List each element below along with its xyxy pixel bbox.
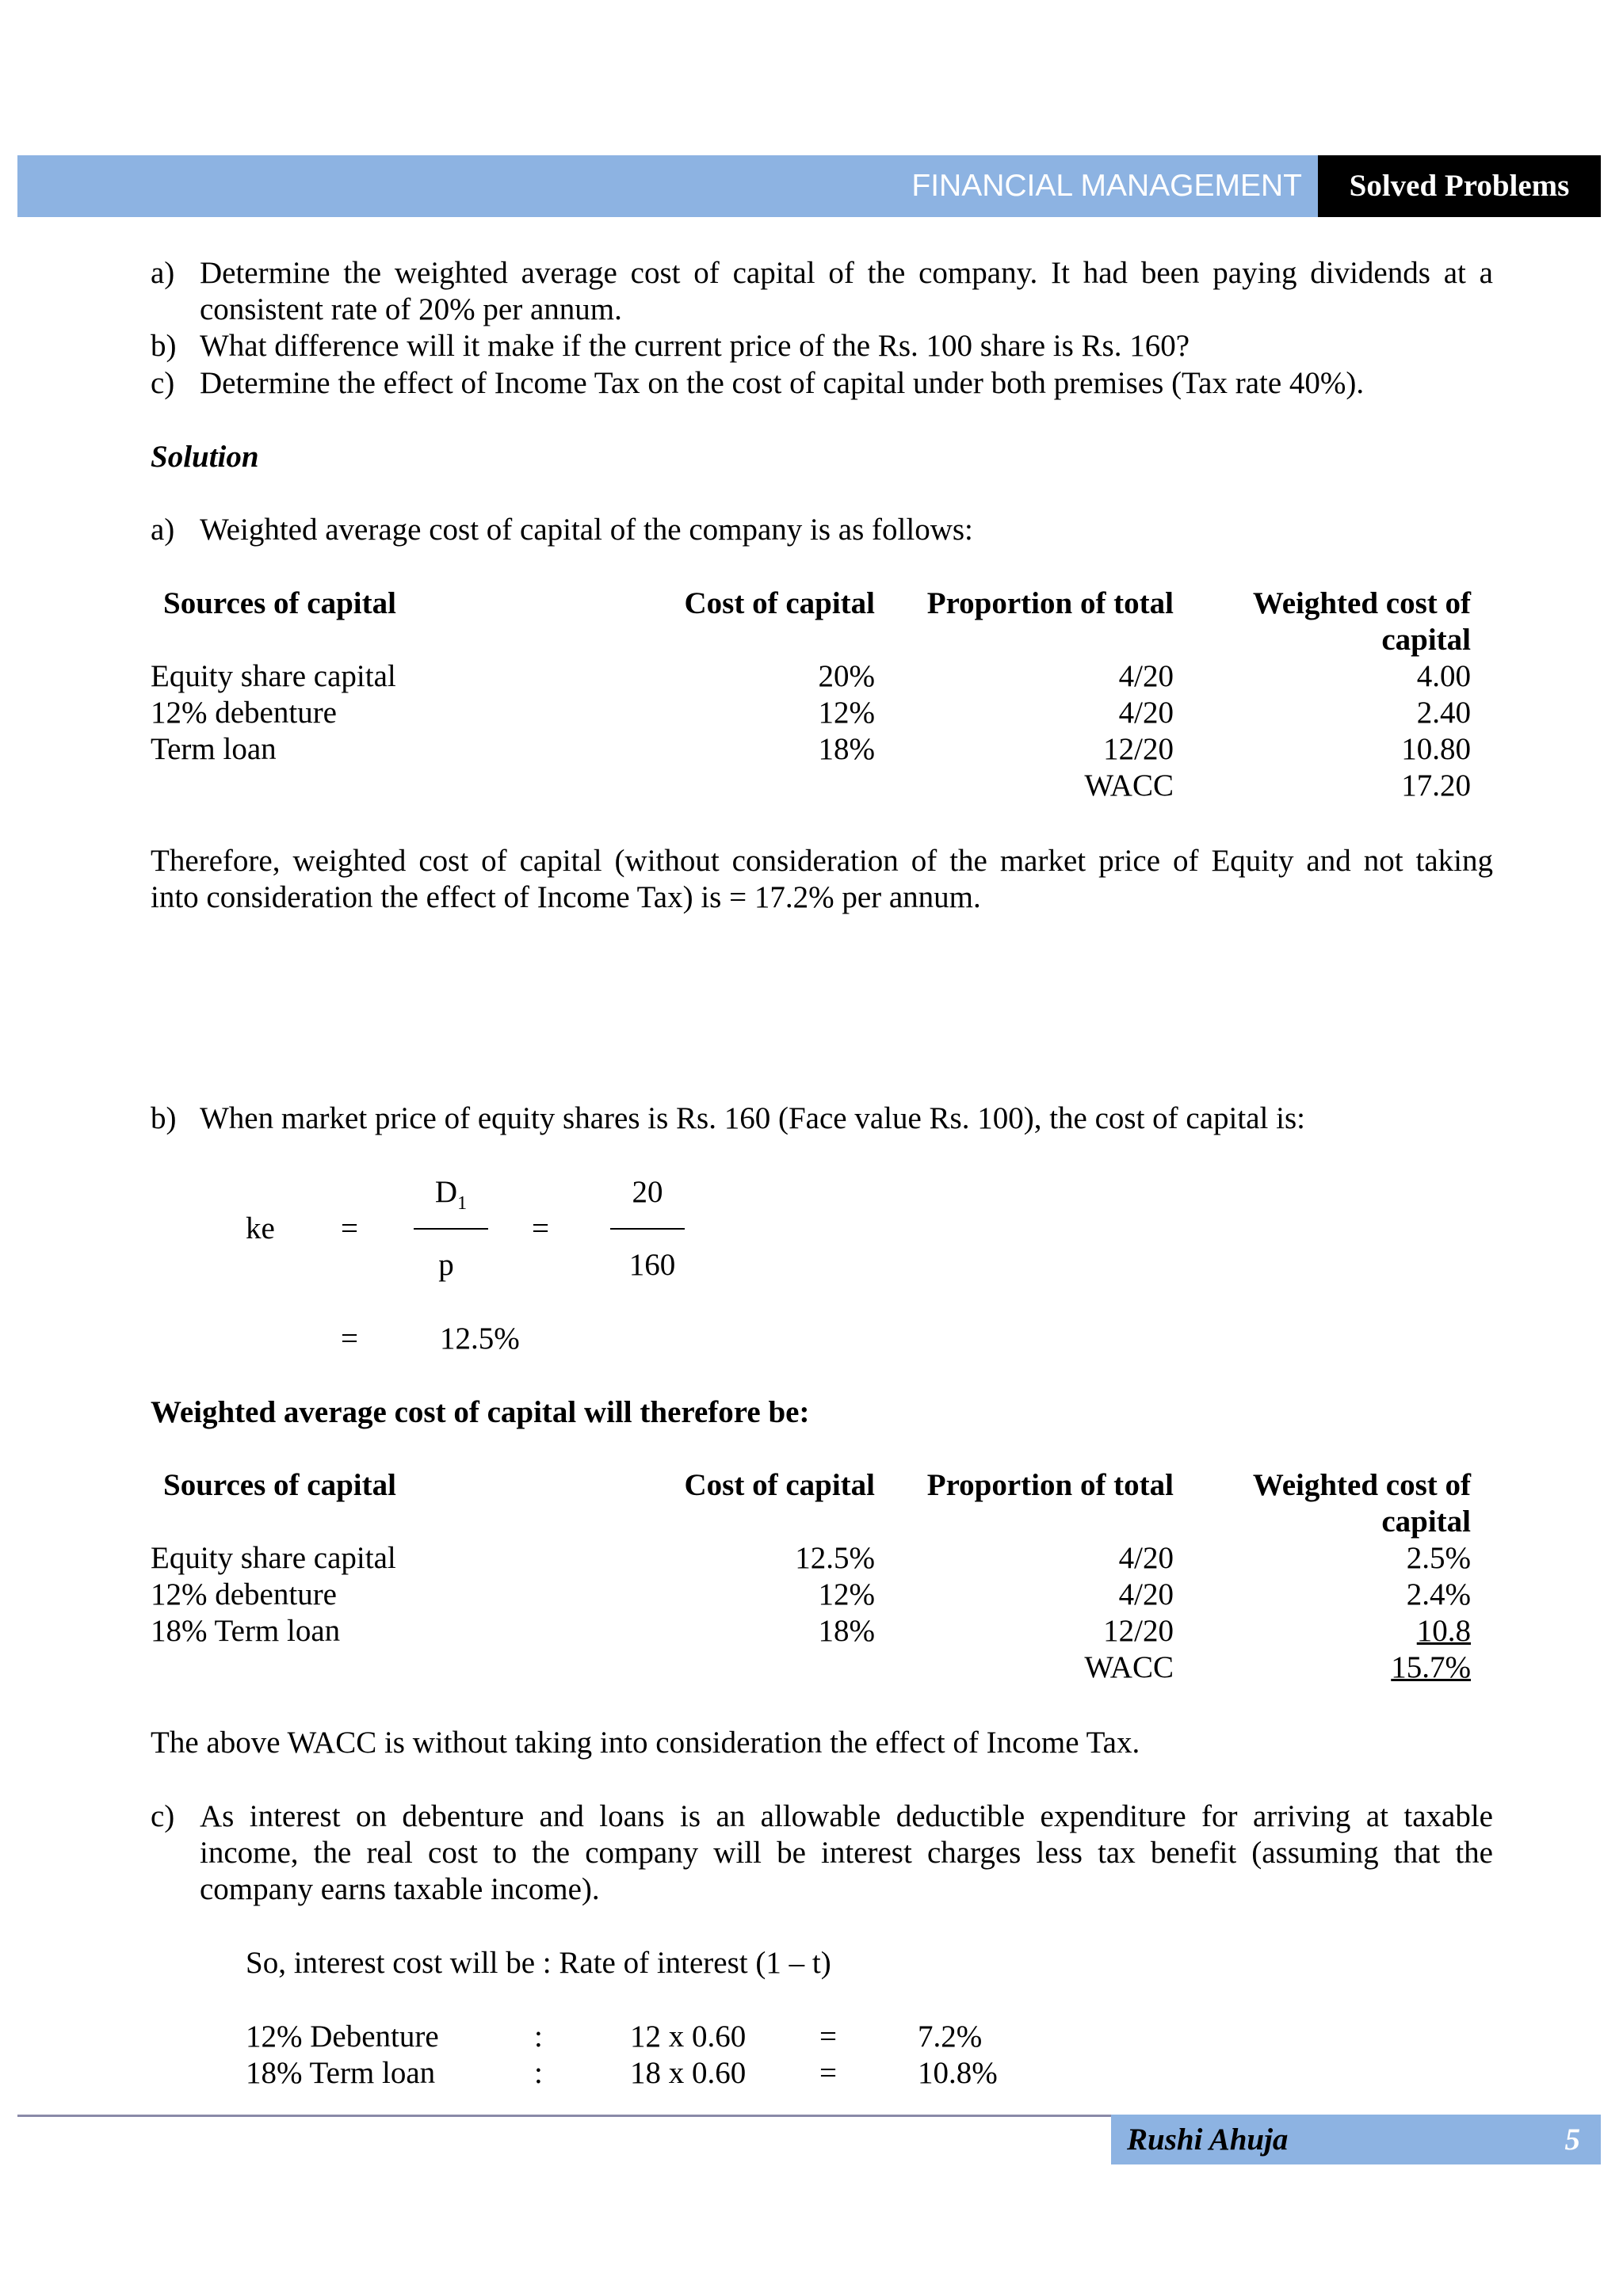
- cell: 4.00: [1416, 659, 1471, 693]
- formula-numerator-2: 20: [632, 1175, 663, 1209]
- cell: 12/20: [1103, 1614, 1174, 1648]
- total-label: WACC: [1084, 769, 1174, 803]
- cell: 12/20: [1103, 732, 1174, 766]
- calc-colon: :: [534, 2019, 543, 2054]
- part-c-line3: company earns taxable income).: [200, 1872, 600, 1906]
- total-value: 15.7%: [1391, 1650, 1471, 1684]
- total-label: WACC: [1084, 1650, 1174, 1684]
- cell: 12.5%: [795, 1541, 875, 1575]
- header-weighted: Weighted cost of: [1252, 586, 1471, 620]
- cell: 2.5%: [1406, 1541, 1471, 1575]
- header-proportion: Proportion of total: [926, 1468, 1174, 1502]
- header-cost: Cost of capital: [684, 586, 875, 620]
- question-a-marker: a): [151, 256, 175, 290]
- page-number: 5: [1564, 2122, 1580, 2157]
- question-c-text: Determine the effect of Income Tax on the cost of capital under both premises (Tax rate 40%).: [200, 366, 1365, 400]
- header-weighted-2: capital: [1381, 623, 1471, 657]
- part-c-line1: As interest on debenture and loans is an allowable deductible expenditure for arriving at taxable: [200, 1799, 1493, 1833]
- d-symbol: D: [434, 1175, 458, 1209]
- calc-label: 18% Term loan: [246, 2056, 436, 2090]
- total-value: 17.20: [1401, 769, 1471, 803]
- header-section-label: Solved Problems: [1318, 155, 1601, 217]
- formula-lhs: ke: [246, 1211, 275, 1245]
- formula-eq3: =: [341, 1322, 358, 1356]
- cell: 12% debenture: [151, 696, 337, 730]
- part-b-subheading: Weighted average cost of capital will therefore be:: [151, 1395, 810, 1429]
- calc-label: 12% Debenture: [246, 2019, 439, 2054]
- part-a-conclusion-line2: into consideration the effect of Income Tax) is = 17.2% per annum.: [151, 880, 981, 914]
- table-total-row: [151, 1650, 1471, 1686]
- header-title: FINANCIAL MANAGEMENT: [911, 169, 1302, 203]
- question-b-text: What difference will it make if the current price of the Rs. 100 share is Rs. 160?: [200, 329, 1190, 363]
- header-sources: Sources of capital: [163, 586, 396, 620]
- question-a-line1: Determine the weighted average cost of capital of the company. It had been paying dividends at a: [200, 256, 1493, 290]
- question-a-line2: consistent rate of 20% per annum.: [200, 292, 622, 326]
- cell: 18%: [818, 1614, 875, 1648]
- part-b-text: When market price of equity shares is Rs. 160 (Face value Rs. 100), the cost of capital is:: [200, 1101, 1305, 1135]
- cell: 4/20: [1118, 1541, 1174, 1575]
- cell: 18% Term loan: [151, 1614, 341, 1648]
- header-bar: [17, 155, 1318, 217]
- header-weighted: Weighted cost of: [1252, 1468, 1471, 1502]
- calc-expression: 12 x 0.60: [630, 2019, 747, 2054]
- footer-bar: [1111, 2115, 1601, 2164]
- cell: 2.4%: [1406, 1577, 1471, 1611]
- part-a-conclusion-line1: Therefore, weighted cost of capital (without consideration of the market price of Equity and not taking: [151, 844, 1493, 878]
- table-header-row-2: [151, 622, 1471, 658]
- fraction-bar-2: [610, 1228, 685, 1230]
- question-b-marker: b): [151, 329, 177, 363]
- header-weighted-2: capital: [1381, 1505, 1471, 1539]
- cell: Term loan: [151, 732, 277, 766]
- part-a-text: Weighted average cost of capital of the company is as follows:: [200, 513, 973, 547]
- solution-heading: Solution: [151, 440, 259, 474]
- cell: Equity share capital: [151, 1541, 396, 1575]
- cell: 4/20: [1118, 696, 1174, 730]
- table-row: [151, 1613, 1471, 1650]
- table-row: [151, 658, 1471, 695]
- cell: 20%: [818, 659, 875, 693]
- table-row: [151, 695, 1471, 731]
- cell: 2.40: [1416, 696, 1471, 730]
- cell: Equity share capital: [151, 659, 396, 693]
- calc-equals: =: [819, 2056, 837, 2090]
- calc-equals: =: [819, 2019, 837, 2054]
- formula-result: 12.5%: [440, 1322, 520, 1356]
- table-header-row: [151, 1467, 1471, 1504]
- cell: 4/20: [1118, 1577, 1174, 1611]
- calc-result: 10.8%: [918, 2056, 998, 2090]
- part-b-marker: b): [151, 1101, 177, 1135]
- cell: 12%: [818, 696, 875, 730]
- formula-denominator-2: 160: [628, 1248, 676, 1282]
- formula-numerator-1: [414, 1174, 488, 1222]
- footer-author: Rushi Ahuja: [1127, 2122, 1289, 2157]
- formula-denominator-1: p: [438, 1248, 454, 1282]
- interest-formula: So, interest cost will be : Rate of interest (1 – t): [246, 1946, 831, 1980]
- table-row: [151, 1577, 1471, 1613]
- calc-expression: 18 x 0.60: [630, 2056, 747, 2090]
- part-c-line2: income, the real cost to the company will be interest charges less tax benefit (assuming that the: [200, 1836, 1493, 1870]
- cell: 12% debenture: [151, 1577, 337, 1611]
- header-proportion: Proportion of total: [926, 586, 1174, 620]
- cell: 18%: [818, 732, 875, 766]
- part-b-note: The above WACC is without taking into consideration the effect of Income Tax.: [151, 1726, 1140, 1760]
- calc-colon: :: [534, 2056, 543, 2090]
- formula-eq1: =: [341, 1211, 358, 1245]
- table-header-row-2: [151, 1504, 1471, 1540]
- part-c-marker: c): [151, 1799, 175, 1833]
- d-subscript: 1: [457, 1192, 468, 1214]
- question-c-marker: c): [151, 366, 175, 400]
- cell: 10.8: [1416, 1614, 1471, 1648]
- wacc-table-b: [151, 1467, 1471, 1686]
- cell: 12%: [818, 1577, 875, 1611]
- part-a-marker: a): [151, 513, 175, 547]
- cell: 4/20: [1118, 659, 1174, 693]
- wacc-table-a: [151, 585, 1471, 804]
- table-row: [151, 1540, 1471, 1577]
- table-total-row: [151, 768, 1471, 804]
- calc-result: 7.2%: [918, 2019, 983, 2054]
- formula-eq2: =: [532, 1211, 549, 1245]
- table-header-row: [151, 585, 1471, 622]
- cell: 10.80: [1401, 732, 1471, 766]
- table-row: [151, 731, 1471, 768]
- fraction-bar-1: [414, 1228, 488, 1230]
- header-cost: Cost of capital: [684, 1468, 875, 1502]
- header-sources: Sources of capital: [163, 1468, 396, 1502]
